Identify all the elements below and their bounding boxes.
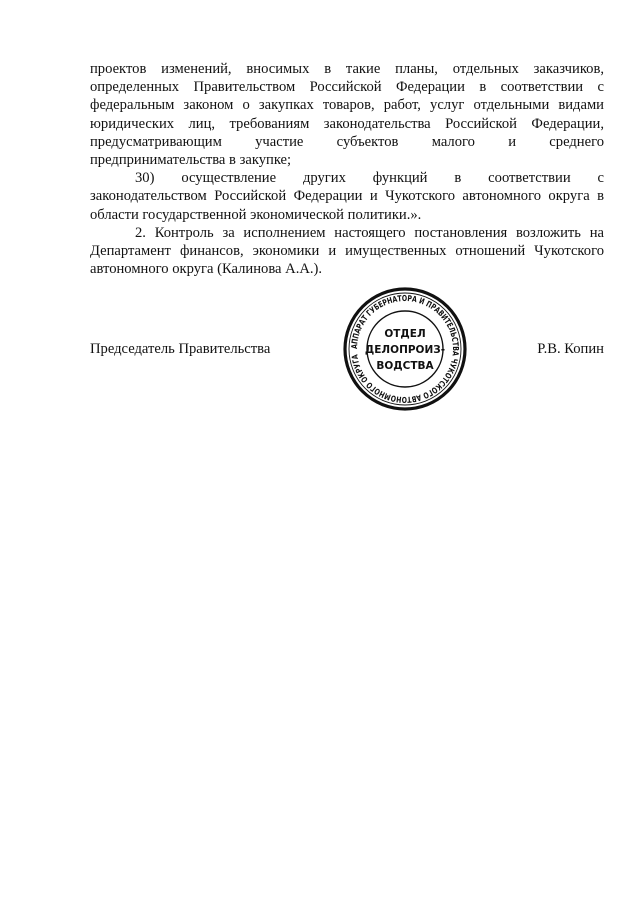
body-line: проектов изменений, вносимых в такие планы, отдельных заказчиков, [90, 61, 604, 77]
signatory-position: Председатель Правительства [90, 341, 271, 357]
item-30-line: области государственной экономической политики.». [90, 206, 422, 223]
signatory-name: Р.В. Копин [537, 341, 604, 357]
seal-center-line-1: ОТДЕЛ [384, 328, 426, 340]
official-seal-stamp [340, 284, 470, 414]
body-line: федеральным законом о закупках товаров, работ, услуг отдельными видами [90, 97, 604, 114]
body-line: предпринимательства в закупке; [90, 152, 292, 169]
item-2-line: автономного округа (Калинова А.А.). [90, 261, 323, 278]
body-line: юридических лиц, требованиям законодательства Российской Федерации, [90, 115, 604, 132]
seal-center-line-3: ВОДСТВА [376, 360, 434, 372]
item-30-line: 30) осуществление других функций в соответствии с [135, 170, 604, 187]
item-30-line: законодательством Российской Федерации и Чукотского автономного округа в [90, 188, 604, 205]
item-2-line: 2. Контроль за исполнением настоящего постановления возложить на [135, 224, 604, 241]
body-line: определенных Правительством Российской Федерации в соответствии с [90, 79, 604, 96]
body-line: предусматривающим участие субъектов малого и среднего [90, 133, 604, 150]
seal-ring-text: АППАРАТ ГУБЕРНАТОРА И ПРАВИТЕЛЬСТВА ЧУКОТСКОГО АВТОНОМНОГО ОКРУГА [348, 292, 462, 406]
document-body [90, 60, 604, 278]
item-2-line: Департамент финансов, экономики и имущественных отношений Чукотского [90, 243, 604, 260]
seal-center-line-2: ДЕЛОПРОИЗ- [364, 344, 446, 356]
seal-graphic [340, 284, 470, 414]
